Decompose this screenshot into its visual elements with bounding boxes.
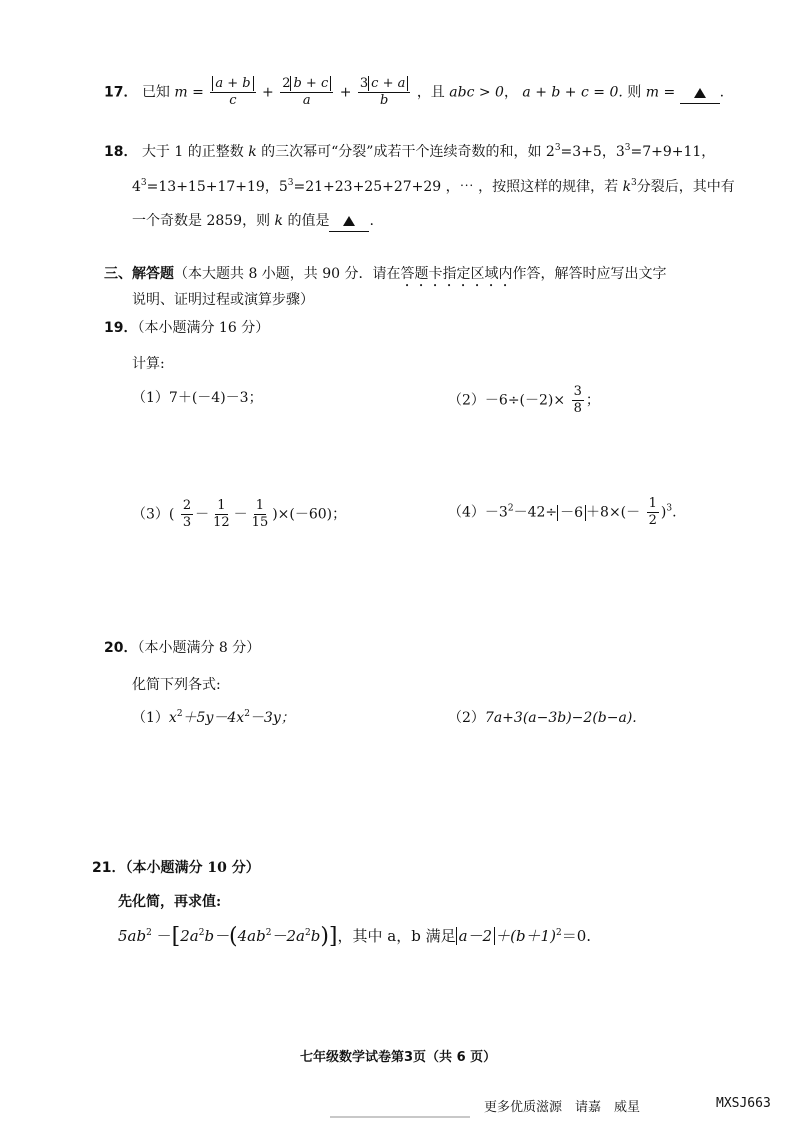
instruction: 计算: bbox=[132, 356, 165, 372]
question-21-instruction bbox=[118, 892, 221, 912]
abs-value: －6 bbox=[557, 505, 586, 521]
q17-prefix: 已知 bbox=[141, 84, 170, 101]
question-number: 19． bbox=[104, 320, 138, 336]
exponent: 3 bbox=[624, 143, 631, 153]
q18-text: 分裂后，其中有 bbox=[636, 179, 735, 195]
denominator-b: b bbox=[379, 93, 389, 108]
question-17 bbox=[104, 76, 724, 109]
plus-sign: + bbox=[339, 84, 352, 101]
instruction: 化简下列各式: bbox=[132, 677, 221, 693]
part-label: （2） bbox=[448, 392, 485, 409]
doc-code: MXSJ663 bbox=[716, 1096, 771, 1111]
expression: －3 bbox=[484, 504, 508, 521]
q19-part-3 bbox=[132, 498, 346, 531]
q18-text: 的值是 bbox=[287, 213, 330, 229]
expression: x bbox=[168, 710, 177, 726]
question-number: 17． bbox=[104, 84, 138, 101]
section-desc: 作答，解答时应写出文字 bbox=[512, 266, 667, 282]
section-3-heading bbox=[104, 264, 667, 290]
footer-rule bbox=[330, 1116, 470, 1118]
var-k: k bbox=[248, 144, 257, 160]
paren: ( bbox=[168, 506, 175, 523]
q18-text: =3+5，3 bbox=[560, 144, 625, 160]
coefficient: 2 bbox=[282, 76, 291, 91]
expression: －42÷ bbox=[513, 504, 558, 521]
part-label: （4） bbox=[448, 504, 485, 521]
expression: 7a+3(a−3b)−2(b−a). bbox=[484, 710, 637, 726]
abs-c-plus-a: c + a bbox=[368, 76, 408, 91]
expression: b－ bbox=[204, 927, 230, 945]
score-note: （本小题满分 10 分） bbox=[125, 860, 260, 876]
section-title: 三、解答题 bbox=[104, 266, 174, 282]
semicolon: ； bbox=[585, 392, 600, 409]
expression: )×(－60)； bbox=[272, 506, 347, 523]
abs-value: a－2 bbox=[456, 927, 496, 945]
question-19-instruction bbox=[132, 354, 165, 374]
exponent: 3 bbox=[631, 178, 637, 188]
q20-part-2 bbox=[448, 708, 637, 728]
part-label: （1） bbox=[132, 390, 169, 406]
expression: ＝0. bbox=[561, 927, 591, 945]
instruction: 先化简，再求值: bbox=[118, 894, 222, 910]
expression: ＋8×(－ bbox=[586, 504, 641, 521]
abs-b-plus-c: b + c bbox=[290, 76, 331, 91]
fraction-3-8 bbox=[572, 384, 584, 417]
question-21-header bbox=[92, 858, 260, 878]
question-number: 21． bbox=[92, 860, 126, 876]
minus-sign: － bbox=[233, 506, 248, 523]
numerator: 1 bbox=[648, 496, 657, 511]
numerator: 1 bbox=[217, 498, 226, 513]
q18-text: 一个奇数是 2859，则 bbox=[132, 213, 271, 229]
denominator: 3 bbox=[182, 515, 192, 530]
denominator-a: a bbox=[302, 93, 311, 108]
score-note: （本小题满分 16 分） bbox=[137, 320, 270, 336]
fraction-1-12 bbox=[211, 498, 232, 531]
triangle-icon bbox=[694, 88, 706, 98]
question-number: 18． bbox=[104, 144, 138, 160]
denominator: 8 bbox=[573, 401, 582, 416]
expression: －6÷(－2)× bbox=[484, 392, 566, 409]
part-label: （1） bbox=[132, 710, 169, 726]
q17-then: 则 bbox=[627, 84, 642, 101]
numerator: 3 bbox=[573, 384, 582, 399]
exponent: 3 bbox=[554, 143, 561, 153]
part-label: （2） bbox=[448, 710, 485, 726]
page-footer bbox=[300, 1046, 496, 1065]
ad-text: 更多优质滋源 请嘉 威星 bbox=[484, 1100, 641, 1115]
q18-text: 大于 1 的正整数 bbox=[141, 144, 244, 160]
bracket-close: ] bbox=[328, 924, 338, 949]
exponent: 3 bbox=[140, 178, 147, 188]
plus-sign: + bbox=[262, 84, 274, 101]
expression: 2a bbox=[180, 927, 199, 945]
q17-cond-sum: a + b + c = 0. bbox=[522, 84, 623, 101]
condition: ，其中 a，b 满足 bbox=[337, 927, 456, 945]
q18-text: =7+9+11， bbox=[630, 144, 716, 160]
expression: 5ab bbox=[118, 927, 147, 945]
expression: －3y； bbox=[249, 710, 295, 726]
q17-fraction-2 bbox=[280, 76, 333, 109]
score-note: （本小题满分 8 分） bbox=[137, 640, 261, 656]
expression: －2a bbox=[271, 927, 305, 945]
q18-text: =21+23+25+27+29 ，⋯ ，按照这样的规律，若 bbox=[293, 179, 619, 195]
expression: 7＋(－4)－3； bbox=[168, 390, 263, 406]
denominator-c: c bbox=[229, 93, 237, 108]
section-3-heading-line-2 bbox=[132, 290, 314, 310]
section-desc: 说明、证明过程或演算步骤） bbox=[132, 292, 314, 308]
numerator: 1 bbox=[255, 498, 265, 513]
q20-part-1: $(1)x^2+5y-4x^2-3y$； bbox=[132, 709, 295, 726]
denominator: 15 bbox=[251, 515, 269, 530]
q17-fraction-3 bbox=[358, 76, 410, 109]
q17-cond-abc: abc > 0 bbox=[449, 84, 504, 101]
question-20-header bbox=[104, 638, 260, 658]
section-desc: （本大题共 8 小题，共 90 分．请在 bbox=[174, 266, 401, 282]
minus-sign: － bbox=[195, 506, 210, 523]
section-desc-emphasis: 答题卡指定区域内 bbox=[400, 266, 513, 282]
var-k: k bbox=[622, 179, 632, 195]
fraction-2-3 bbox=[181, 498, 193, 531]
bracket-open: [ bbox=[171, 924, 181, 949]
question-18-line-3 bbox=[132, 211, 374, 232]
paren-open: ( bbox=[229, 924, 238, 949]
expression: ＋5y－4x bbox=[182, 710, 245, 726]
coefficient: 3 bbox=[359, 76, 369, 91]
paren: ) bbox=[660, 504, 667, 521]
fraction-1-2 bbox=[647, 496, 659, 529]
denominator: 2 bbox=[648, 513, 657, 528]
separator: ， bbox=[503, 84, 518, 101]
part-label: （3） bbox=[132, 506, 169, 523]
period: . bbox=[369, 213, 374, 229]
period: . bbox=[719, 84, 725, 101]
abs-a-plus-b: a + b bbox=[212, 76, 253, 91]
period: . bbox=[672, 504, 677, 521]
question-18-line-2 bbox=[132, 177, 735, 197]
expression: ＋(b＋1) bbox=[495, 927, 556, 945]
exponent: 3 bbox=[287, 178, 294, 188]
q19-part-1 bbox=[132, 388, 263, 408]
q17-cond-and: ，且 bbox=[416, 84, 445, 101]
q17-m-eq: m = bbox=[174, 84, 204, 101]
triangle-icon bbox=[343, 216, 355, 226]
question-20-instruction bbox=[132, 675, 221, 695]
q18-text: 4 bbox=[132, 179, 141, 195]
fraction-1-15 bbox=[250, 498, 271, 531]
expression: 4ab bbox=[237, 927, 266, 945]
var-k: k bbox=[274, 213, 284, 229]
q21-expression: $5ab^2 -[2a^2b-(4ab^2-2a^2b)]$，其中 a，b 满足 $a-2 +(b+1)^2=0$. bbox=[118, 924, 591, 949]
footer-ad bbox=[484, 1096, 640, 1115]
q17-fraction-1 bbox=[210, 76, 255, 109]
q18-text: =13+15+17+19，5 bbox=[146, 179, 288, 195]
q17-m-eq2: m = bbox=[645, 84, 676, 101]
answer-blank bbox=[680, 83, 720, 104]
question-number: 20． bbox=[104, 640, 138, 656]
paren-close: ) bbox=[320, 924, 329, 949]
denominator: 12 bbox=[213, 515, 230, 530]
numerator: 2 bbox=[182, 498, 192, 513]
question-19-header bbox=[104, 318, 269, 338]
footer-code bbox=[716, 1096, 771, 1111]
q18-text: 的三次幂可“分裂”成若干个连续奇数的和，如 2 bbox=[261, 144, 555, 160]
expression: b bbox=[310, 927, 321, 945]
page-number: 七年级数学试卷第3页（共 6 页） bbox=[300, 1050, 497, 1065]
q19-part-4: $(4)-3^2-42\div -6 +8\times(-$ $\frac{1}{2}$ )$^3$. bbox=[448, 496, 677, 528]
q19-part-2 bbox=[448, 384, 600, 417]
question-18-line-1 bbox=[104, 142, 715, 162]
answer-blank bbox=[329, 211, 369, 232]
